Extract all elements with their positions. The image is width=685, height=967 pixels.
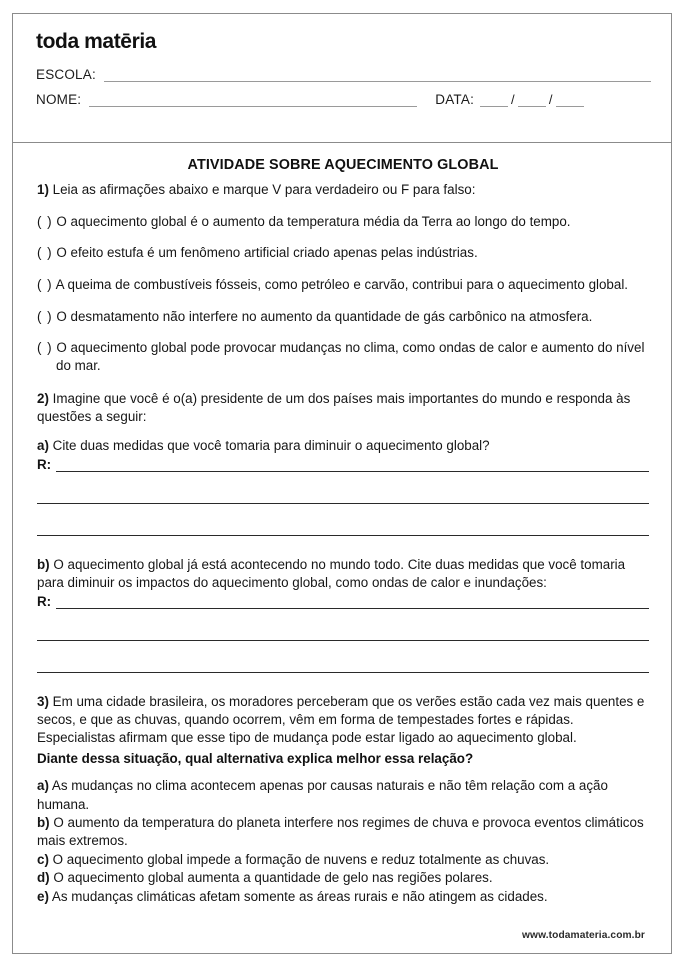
question-1 [37, 181, 649, 376]
checkbox-paren: ( ) [37, 308, 53, 324]
alternative-letter: e) [37, 888, 49, 904]
question-2b-answer-area [37, 594, 649, 673]
alternative-letter: a) [37, 778, 49, 794]
answer-label: R: [37, 456, 52, 472]
alternative-letter: c) [37, 851, 49, 867]
question-3-bold-prompt: Diante dessa situação, qual alternativa explica melhor essa relação? [37, 750, 474, 766]
alternative-text: O aquecimento global impede a formação de nuvens e reduz totalmente as chuvas. [52, 851, 550, 867]
worksheet-content [13, 143, 671, 906]
question-2-text: Imagine que você é o(a) presidente de um dos países mais importantes do mundo e responda às questões a seguir: [37, 390, 631, 424]
worksheet-header [13, 14, 671, 143]
question-2b-text: O aquecimento global já está acontecendo no mundo todo. Cite duas medidas que você tomaria para diminuir os impactos do aquecimento global, como ondas de calor e inundações: [37, 556, 626, 591]
question-2a-text: Cite duas medidas que você tomaria para diminuir o aquecimento global? [52, 438, 490, 454]
nome-data-field-row [36, 93, 651, 107]
question-2b-letter: b) [37, 556, 50, 572]
footer-url: www.todamateria.com.br [522, 930, 645, 941]
answer-input-line[interactable] [37, 626, 649, 641]
escola-label: ESCOLA: [36, 67, 96, 82]
date-year-input-line[interactable] [556, 95, 584, 107]
question-2a-answer-area [37, 457, 649, 536]
question-2a-letter: a) [37, 438, 49, 454]
statement-item[interactable] [37, 276, 649, 294]
statement-item[interactable] [37, 213, 649, 231]
data-label: DATA: [435, 92, 475, 107]
question-2-number: 2) [37, 390, 49, 406]
answer-input-line[interactable] [56, 457, 649, 472]
alternative-item[interactable] [37, 777, 649, 814]
alternative-item[interactable] [37, 888, 649, 906]
nome-input-line[interactable] [89, 95, 417, 107]
date-day-input-line[interactable] [480, 95, 508, 107]
spacer [37, 768, 649, 777]
question-2-prompt [37, 390, 649, 427]
question-1-text: Leia as afirmações abaixo e marque V para verdadeiro ou F para falso: [52, 182, 476, 197]
question-3 [37, 693, 649, 906]
date-month-input-line[interactable] [518, 95, 546, 107]
page-title: ATIVIDADE SOBRE AQUECIMENTO GLOBAL [187, 157, 499, 173]
statement-item[interactable] [37, 339, 649, 375]
alternative-text: As mudanças no clima acontecem apenas por causas naturais e não têm relação com a ação humana. [37, 778, 608, 812]
alternative-letter: d) [37, 870, 50, 886]
statement-item[interactable] [37, 244, 649, 262]
date-separator-1: / [511, 92, 515, 107]
answer-label: R: [37, 593, 52, 609]
spacer [37, 536, 649, 556]
statement-text: A queima de combustíveis fósseis, como petróleo e carvão, contribui para o aquecimento global. [55, 276, 629, 292]
alternative-text: O aumento da temperatura do planeta interfere nos regimes de chuva e provoca eventos climáticos mais extremos. [37, 815, 644, 849]
spacer [37, 428, 649, 437]
alternative-text: As mudanças climáticas afetam somente as áreas rurais e não atingem as cidades. [51, 888, 548, 904]
alternative-item[interactable] [37, 851, 649, 869]
statement-text: O aquecimento global é o aumento da temperatura média da Terra ao longo do tempo. [56, 213, 571, 229]
escola-field-row [36, 68, 651, 82]
answer-line-with-label [37, 594, 649, 609]
question-3-number: 3) [37, 693, 49, 709]
checkbox-paren: ( ) [37, 245, 53, 261]
alternative-item[interactable] [37, 814, 649, 851]
spacer [37, 673, 649, 693]
nome-label: NOME: [36, 92, 82, 107]
statement-text: O desmatamento não interfere no aumento da quantidade de gás carbônico na atmosfera. [56, 308, 593, 324]
question-2a-prompt [37, 437, 649, 455]
statement-text: O aquecimento global pode provocar mudanças no clima, como ondas de calor e aumento do nível do mar. [56, 340, 645, 374]
question-3-text: Em uma cidade brasileira, os moradores perceberam que os verões estão cada vez mais quentes e secos, e que as chuvas, quando ocorrem, vêm em forma de tempestades fortes e rápidas. Especialistas afirmam que esse tipo de mudança pode estar ligado ao aquecimento global. [37, 693, 645, 746]
question-1-number: 1) [37, 182, 49, 197]
answer-input-line[interactable] [37, 489, 649, 504]
checkbox-paren: ( ) [37, 340, 53, 356]
alternative-item[interactable] [37, 869, 649, 887]
question-1-prompt [37, 181, 649, 199]
question-1-statement-list [37, 213, 649, 376]
answer-input-line[interactable] [56, 594, 649, 609]
escola-input-line[interactable] [104, 70, 651, 82]
alternative-letter: b) [37, 815, 50, 831]
question-2b-prompt [37, 556, 649, 593]
checkbox-paren: ( ) [37, 276, 53, 292]
spacer [37, 376, 649, 390]
checkbox-paren: ( ) [37, 213, 53, 229]
statement-text: O efeito estufa é um fenômeno artificial criado apenas pelas indústrias. [56, 245, 478, 261]
date-separator-2: / [548, 92, 553, 107]
question-2 [37, 390, 649, 673]
worksheet-page [12, 13, 672, 954]
question-3-prompt [37, 693, 649, 748]
answer-line-with-label [37, 457, 649, 472]
brand-logo: toda matēria [36, 30, 157, 53]
answer-input-line[interactable] [37, 658, 649, 673]
answer-input-line[interactable] [37, 521, 649, 536]
statement-item[interactable] [37, 308, 649, 326]
alternative-text: O aquecimento global aumenta a quantidade de gelo nas regiões polares. [53, 870, 493, 886]
